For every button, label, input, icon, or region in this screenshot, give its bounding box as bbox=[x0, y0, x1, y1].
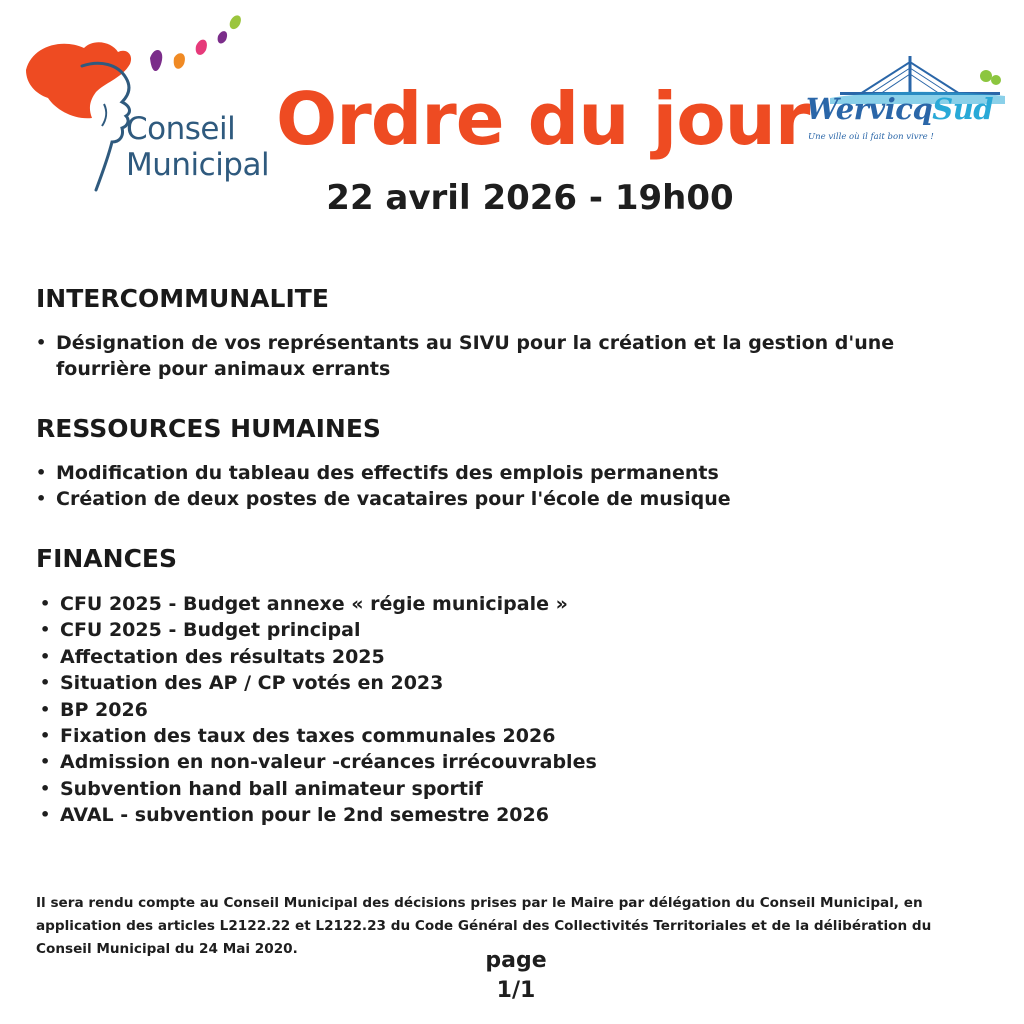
section-title-finances: FINANCES bbox=[36, 544, 178, 573]
logo-name bbox=[806, 92, 993, 126]
meeting-date: 22 avril 2026 - 19h00 bbox=[326, 178, 734, 218]
wervicq-sud-logo bbox=[800, 54, 1010, 149]
list-item: • Création de deux postes de vacataires pour l'école de musique bbox=[36, 486, 731, 512]
list-item: • Admission en non-valeur -créances irrécouvrables bbox=[40, 749, 597, 775]
list-item: • CFU 2025 - Budget principal bbox=[40, 617, 597, 643]
logo-line-conseil: Conseil bbox=[126, 111, 236, 147]
logo-name-part1: Wervicq bbox=[806, 92, 933, 126]
list-item: • Affectation des résultats 2025 bbox=[40, 644, 597, 670]
ressources-humaines-list bbox=[36, 460, 731, 513]
page-indicator bbox=[456, 946, 576, 1006]
list-item: • Fixation des taux des taxes communales 2026 bbox=[40, 723, 597, 749]
page-title: Ordre du jour bbox=[276, 77, 810, 161]
logo-line-municipal: Municipal bbox=[126, 147, 270, 183]
section-title-intercommunalite: INTERCOMMUNALITE bbox=[36, 284, 329, 313]
footnote: Il sera rendu compte au Conseil Municipal des décisions prises par le Maire par délégation du Conseil Municipal, en application des articles L2122.22 et L2122.23 du Code Général des Collectivités Territoriales et de la délibération du Conseil Municipal du 24 Mai 2020. bbox=[36, 895, 932, 957]
page-label: page bbox=[485, 948, 547, 973]
list-item: • Modification du tableau des effectifs des emplois permanents bbox=[36, 460, 731, 486]
list-item: • AVAL - subvention pour le 2nd semestre 2026 bbox=[40, 802, 597, 828]
list-item: • CFU 2025 - Budget annexe « régie municipale » bbox=[40, 591, 597, 617]
list-item: • Subvention hand ball animateur sportif bbox=[40, 776, 597, 802]
finances-list bbox=[40, 591, 597, 829]
page-number: 1/1 bbox=[496, 978, 536, 1003]
section-title-ressources-humaines: RESSOURCES HUMAINES bbox=[36, 414, 381, 443]
logo-slogan: Une ville où il fait bon vivre ! bbox=[808, 132, 934, 142]
conseil-municipal-logo bbox=[22, 8, 270, 198]
list-item: • BP 2026 bbox=[40, 697, 597, 723]
intercommunalite-list bbox=[36, 330, 986, 383]
logo-name-part2: Sud bbox=[932, 92, 994, 126]
list-item: • Situation des AP / CP votés en 2023 bbox=[40, 670, 597, 696]
list-item: • Désignation de vos représentants au SIVU pour la création et la gestion d'une fourrière pour animaux errants bbox=[36, 330, 986, 383]
